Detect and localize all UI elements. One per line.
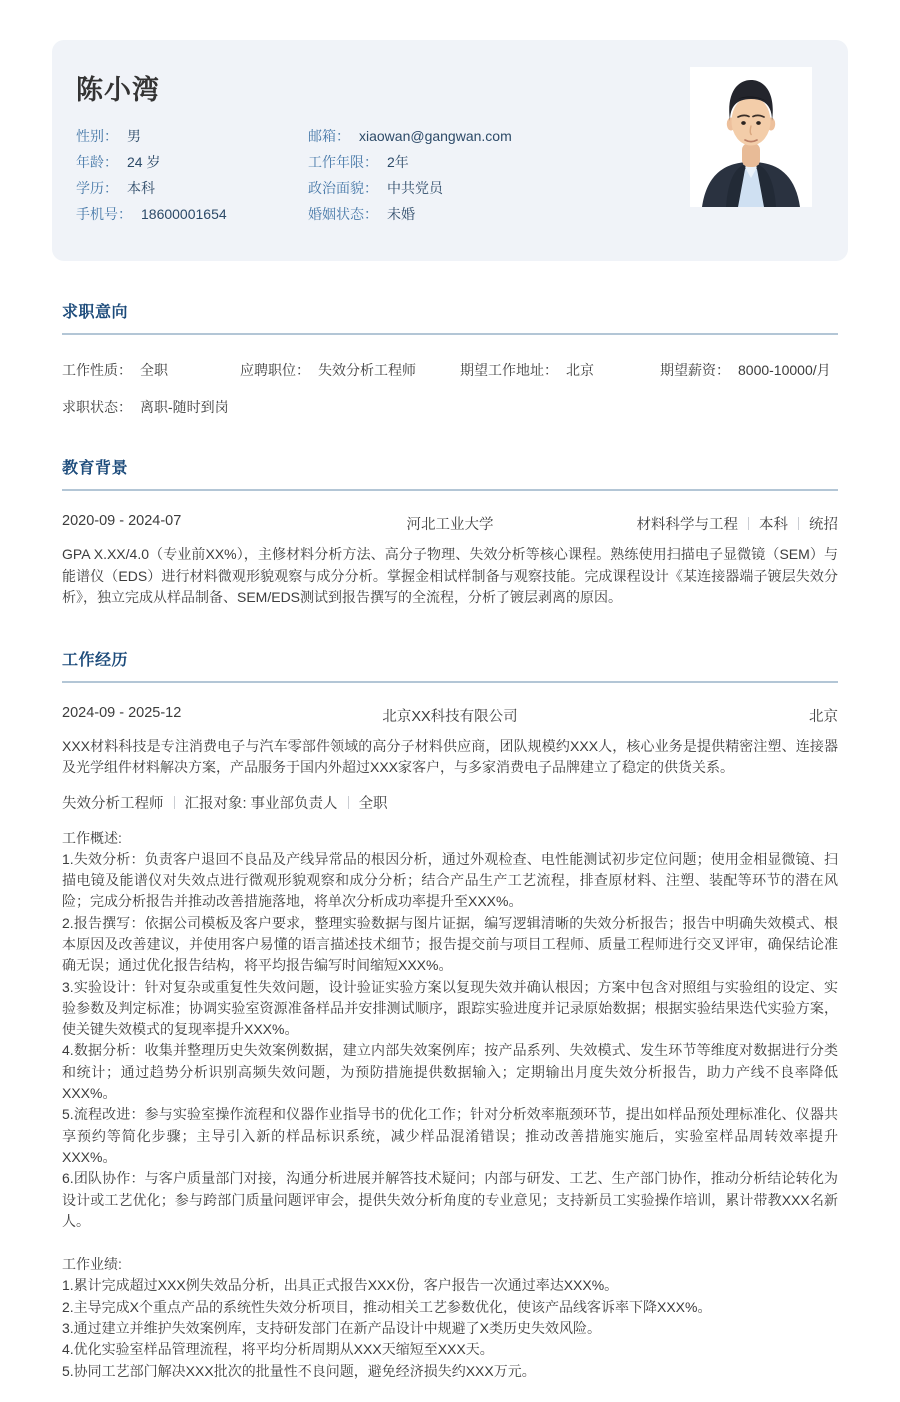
divider-bar xyxy=(798,517,799,530)
divider-bar xyxy=(748,517,749,530)
personal-info-right-column xyxy=(308,127,678,231)
work-achievements-heading: 工作业绩: xyxy=(62,1256,122,1273)
work-achievement-item: 3.通过建立并维护失效案例库，支持研发部门在新产品设计中规避了X类历史失效风险。 xyxy=(62,1320,602,1337)
work-overview-heading: 工作概述: xyxy=(62,829,122,846)
field-expected-location: 期望工作地址： 北京 xyxy=(460,362,594,378)
education-title: 教育背景 xyxy=(62,460,129,477)
section-education xyxy=(62,455,838,609)
work-achievement-item: 5.协同工艺部门解决XXX批次的批量性不良问题，避免经济损失约XXX万元。 xyxy=(62,1362,536,1379)
info-field-political-status: 政治面貌： 中共党员 xyxy=(308,180,443,196)
education-school: 河北工业大学 xyxy=(406,517,494,533)
work-overview-item: 6.团队协作：与客户质量部门对接，沟通分析进展并解答技术疑问；内部与研发、工艺、生产部门协作，推动分析结论转化为设计或工艺优化；参与跨部门质量问题评审会，提供失效分析角度的专业意见；支持新员工实验操作培训，累计带教XXX名新人。 xyxy=(62,1170,838,1229)
work-overview-item: 4.数据分析：收集并整理历史失效案例数据，建立内部失效案例库；按产品系列、失效模式、发生环节等维度对数据进行分类和统计；通过趋势分析识别高频失效问题，为预防措施提供数据输入；定期输出月度失效分析报告，助力产线不良率降低XXX%。 xyxy=(62,1042,838,1102)
work-company: 北京XX科技有限公司 xyxy=(382,708,518,725)
education-degree: 本科 xyxy=(759,517,788,533)
info-field-marital-status: 婚姻状态： 未婚 xyxy=(308,206,415,222)
header-card xyxy=(52,40,848,261)
info-field-phone: 手机号： 18600001654 xyxy=(76,206,227,222)
work-role-row xyxy=(62,792,838,813)
profile-photo xyxy=(690,67,812,207)
info-field-gender: 性别： 男 xyxy=(76,128,141,144)
section-job-intention xyxy=(62,299,838,417)
section-divider xyxy=(62,333,838,335)
work-role: 失效分析工程师 xyxy=(62,795,164,812)
work-achievement-item: 2.主导完成X个重点产品的系统性失效分析项目，推动相关工艺参数优化，使该产品线客诉率下降XXX%。 xyxy=(62,1298,712,1315)
education-period: 2020-09 - 2024-07 xyxy=(62,513,182,529)
info-field-email: 邮箱： xiaowan@gangwan.com xyxy=(308,128,512,144)
education-description: GPA X.XX/4.0（专业前XX%），主修材料分析方法、高分子物理、失效分析等核心课程。熟练使用扫描电子显微镜（SEM）与能谱仪（EDS）进行材料微观形貌观察与成分分析。掌握金相试样制备与观察技能。完成课程设计《某连接器端子镀层失效分析》，独立完成从样品制备、SEM/EDS测试到报告撰写的全流程，分析了镀层剥离的原因。 xyxy=(62,546,838,605)
education-major-degree xyxy=(637,513,839,534)
work-achievement-item: 1.累计完成超过XXX例失效品分析，出具正式报告XXX份，客户报告一次通过率达XXX%。 xyxy=(62,1277,619,1294)
section-divider xyxy=(62,489,838,491)
info-field-education-level: 学历： 本科 xyxy=(76,180,155,196)
work-achievements-block xyxy=(62,1254,838,1382)
field-expected-salary: 期望薪资： 8000-10000/月 xyxy=(660,362,831,378)
job-intention-fields xyxy=(62,360,838,417)
work-employment-type: 全职 xyxy=(358,795,388,812)
divider-bar xyxy=(174,796,175,809)
work-overview-item: 5.流程改进：参与实验室操作流程和仪器作业指导书的优化工作；针对分析效率瓶颈环节，提出如样品预处理标准化、仪器共享预约等简化步骤；主导引入新的样品标识系统，减少样品混淆错误；推动改善措施实施后，实验室样品周转效率提升XXX%。 xyxy=(62,1106,838,1165)
work-achievement-item: 4.优化实验室样品管理流程，将平均分析周期从XXX天缩短至XXX天。 xyxy=(62,1341,494,1358)
personal-info-left-column xyxy=(76,127,308,231)
work-overview-item: 3.实验设计：针对复杂或重复性失效问题，设计验证实验方案以复现失效并确认根因；方案中包含对照组与实验组的设定、实验参数及判定标准；协调实验室资源准备样品并安排测试顺序，跟踪实验进度并记录原始数据；根据实验结果迭代实验方案，使关键失效模式的复现率提升XXX%。 xyxy=(62,978,838,1038)
work-meta-row xyxy=(62,705,838,725)
field-job-status: 求职状态： 离职-随时到岗 xyxy=(62,399,229,415)
info-field-age: 年龄： 24 岁 xyxy=(76,154,161,170)
work-report-to: 汇报对象: 事业部负责人 xyxy=(184,795,338,812)
section-divider xyxy=(62,681,838,683)
education-major: 材料科学与工程 xyxy=(636,517,738,533)
work-overview-item: 1.失效分析：负责客户退回不良品及产线异常品的根因分析，通过外观检查、电性能测试初步定位问题；使用金相显微镜、扫描电镜及能谱仪对失效点进行微观形貌观察和成分分析；结合产品生产工艺流程，排查原材料、注塑、装配等环节的潜在风险；完成分析报告并推动改善措施落地，将单次分析成功率提升至XXX%。 xyxy=(62,850,838,910)
personal-info-grid xyxy=(76,127,678,231)
work-overview-block xyxy=(62,828,838,1233)
work-period: 2024-09 - 2025-12 xyxy=(62,704,182,721)
work-overview-item: 2.报告撰写：依据公司模板及客户要求，整理实验数据与图片证据，编写逻辑清晰的失效分析报告；报告中明确失效模式、根本原因及改善建议，并使用客户易懂的语言描述技术细节；报告提交前与项目工程师、质量工程师进行交叉评审，确保结论准确无误；通过优化报告结构，将平均报告编写时间缩短XXX%。 xyxy=(62,914,838,974)
candidate-name: 陈小湾 xyxy=(76,75,160,105)
education-meta-row xyxy=(62,513,838,533)
section-work-experience xyxy=(62,647,838,1382)
divider-bar xyxy=(348,796,349,809)
info-field-work-years: 工作年限： 2年 xyxy=(308,154,409,170)
education-admission-type: 统招 xyxy=(809,517,838,533)
field-target-position: 应聘职位： 失效分析工程师 xyxy=(240,362,416,378)
work-experience-title: 工作经历 xyxy=(62,651,129,669)
job-intention-title: 求职意向 xyxy=(62,304,129,321)
work-location: 北京 xyxy=(809,708,838,725)
field-job-nature: 工作性质： 全职 xyxy=(62,362,168,378)
company-intro: XXX材料科技是专注消费电子与汽车零部件领域的高分子材料供应商，团队规模约XXX人，核心业务是提供精密注塑、连接器及光学组件材料解决方案，产品服务于国内外超过XXX家客户，与多家消费电子品牌建立了稳定的供货关系。 xyxy=(62,737,838,775)
